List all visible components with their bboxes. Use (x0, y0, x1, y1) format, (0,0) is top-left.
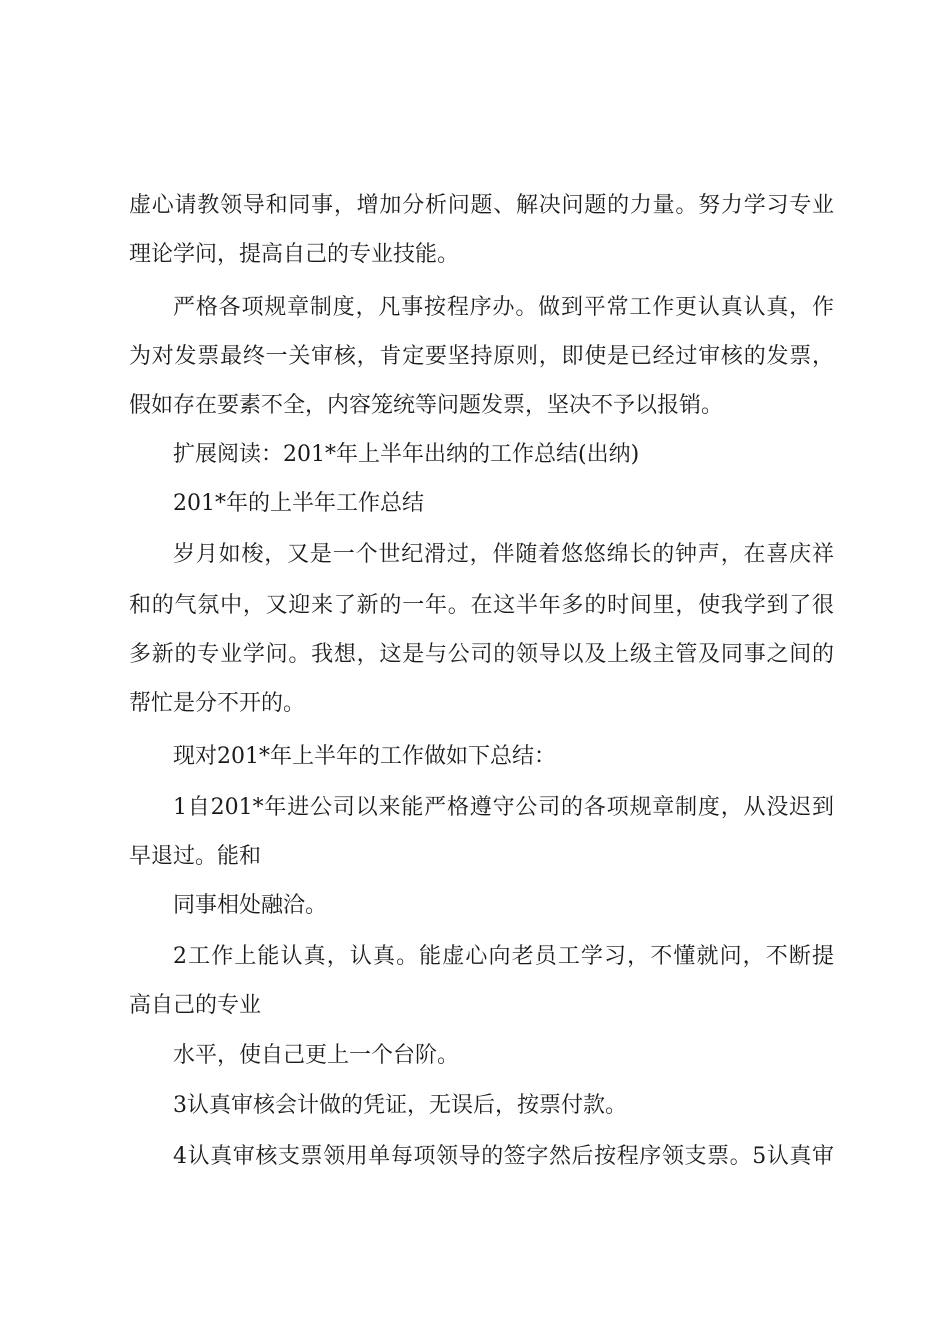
paragraph-line: 岁月如梭，又是一个世纪滑过，伴随着悠悠绵长的钟声，在喜庆祥 (173, 542, 834, 567)
paragraph-line: 严格各项规章制度，凡事按程序办。做到平常工作更认真认真，作 (173, 295, 834, 320)
paragraph-line: 假如存在要素不全，内容笼统等问题发票，坚决不予以报销。 (129, 393, 724, 418)
list-item: 4认真审核支票领用单每项领导的签字然后按程序领支票。5认真审 (173, 1144, 834, 1169)
list-item: 高自己的专业 (129, 993, 262, 1018)
paragraph-line: 现对201*年上半年的工作做如下总结： (173, 744, 556, 769)
list-item: 早退过。能和 (129, 844, 262, 869)
list-item: 2工作上能认真，认真。能虚心向老员工学习，不懂就问，不断提 (173, 944, 834, 969)
paragraph-line: 扩展阅读：201*年上半年出纳的工作总结(出纳) (173, 442, 640, 467)
paragraph-line: 理论学问，提高自己的专业技能。 (129, 242, 460, 267)
paragraph-line: 和的气氛中，又迎来了新的一年。在这半年多的时间里，使我学到了很 (129, 593, 834, 618)
list-item: 3认真审核会计做的凭证，无误后，按票付款。 (173, 1093, 627, 1118)
paragraph-line: 虚心请教领导和同事，增加分析问题、解决问题的力量。努力学习专业 (129, 193, 834, 218)
paragraph-line: 为对发票最终一关审核，肯定要坚持原则，即使是已经过审核的发票， (129, 344, 834, 369)
list-item: 水平，使自己更上一个台阶。 (173, 1043, 460, 1068)
section-heading: 201*年的上半年工作总结 (173, 491, 424, 516)
list-item: 1自201*年进公司以来能严格遵守公司的各项规章制度，从没迟到 (173, 795, 834, 820)
paragraph-line: 帮忙是分不开的。 (129, 691, 306, 716)
list-item: 同事相处融洽。 (173, 893, 328, 918)
paragraph-line: 多新的专业学问。我想，这是与公司的领导以及上级主管及同事之间的 (129, 642, 834, 667)
